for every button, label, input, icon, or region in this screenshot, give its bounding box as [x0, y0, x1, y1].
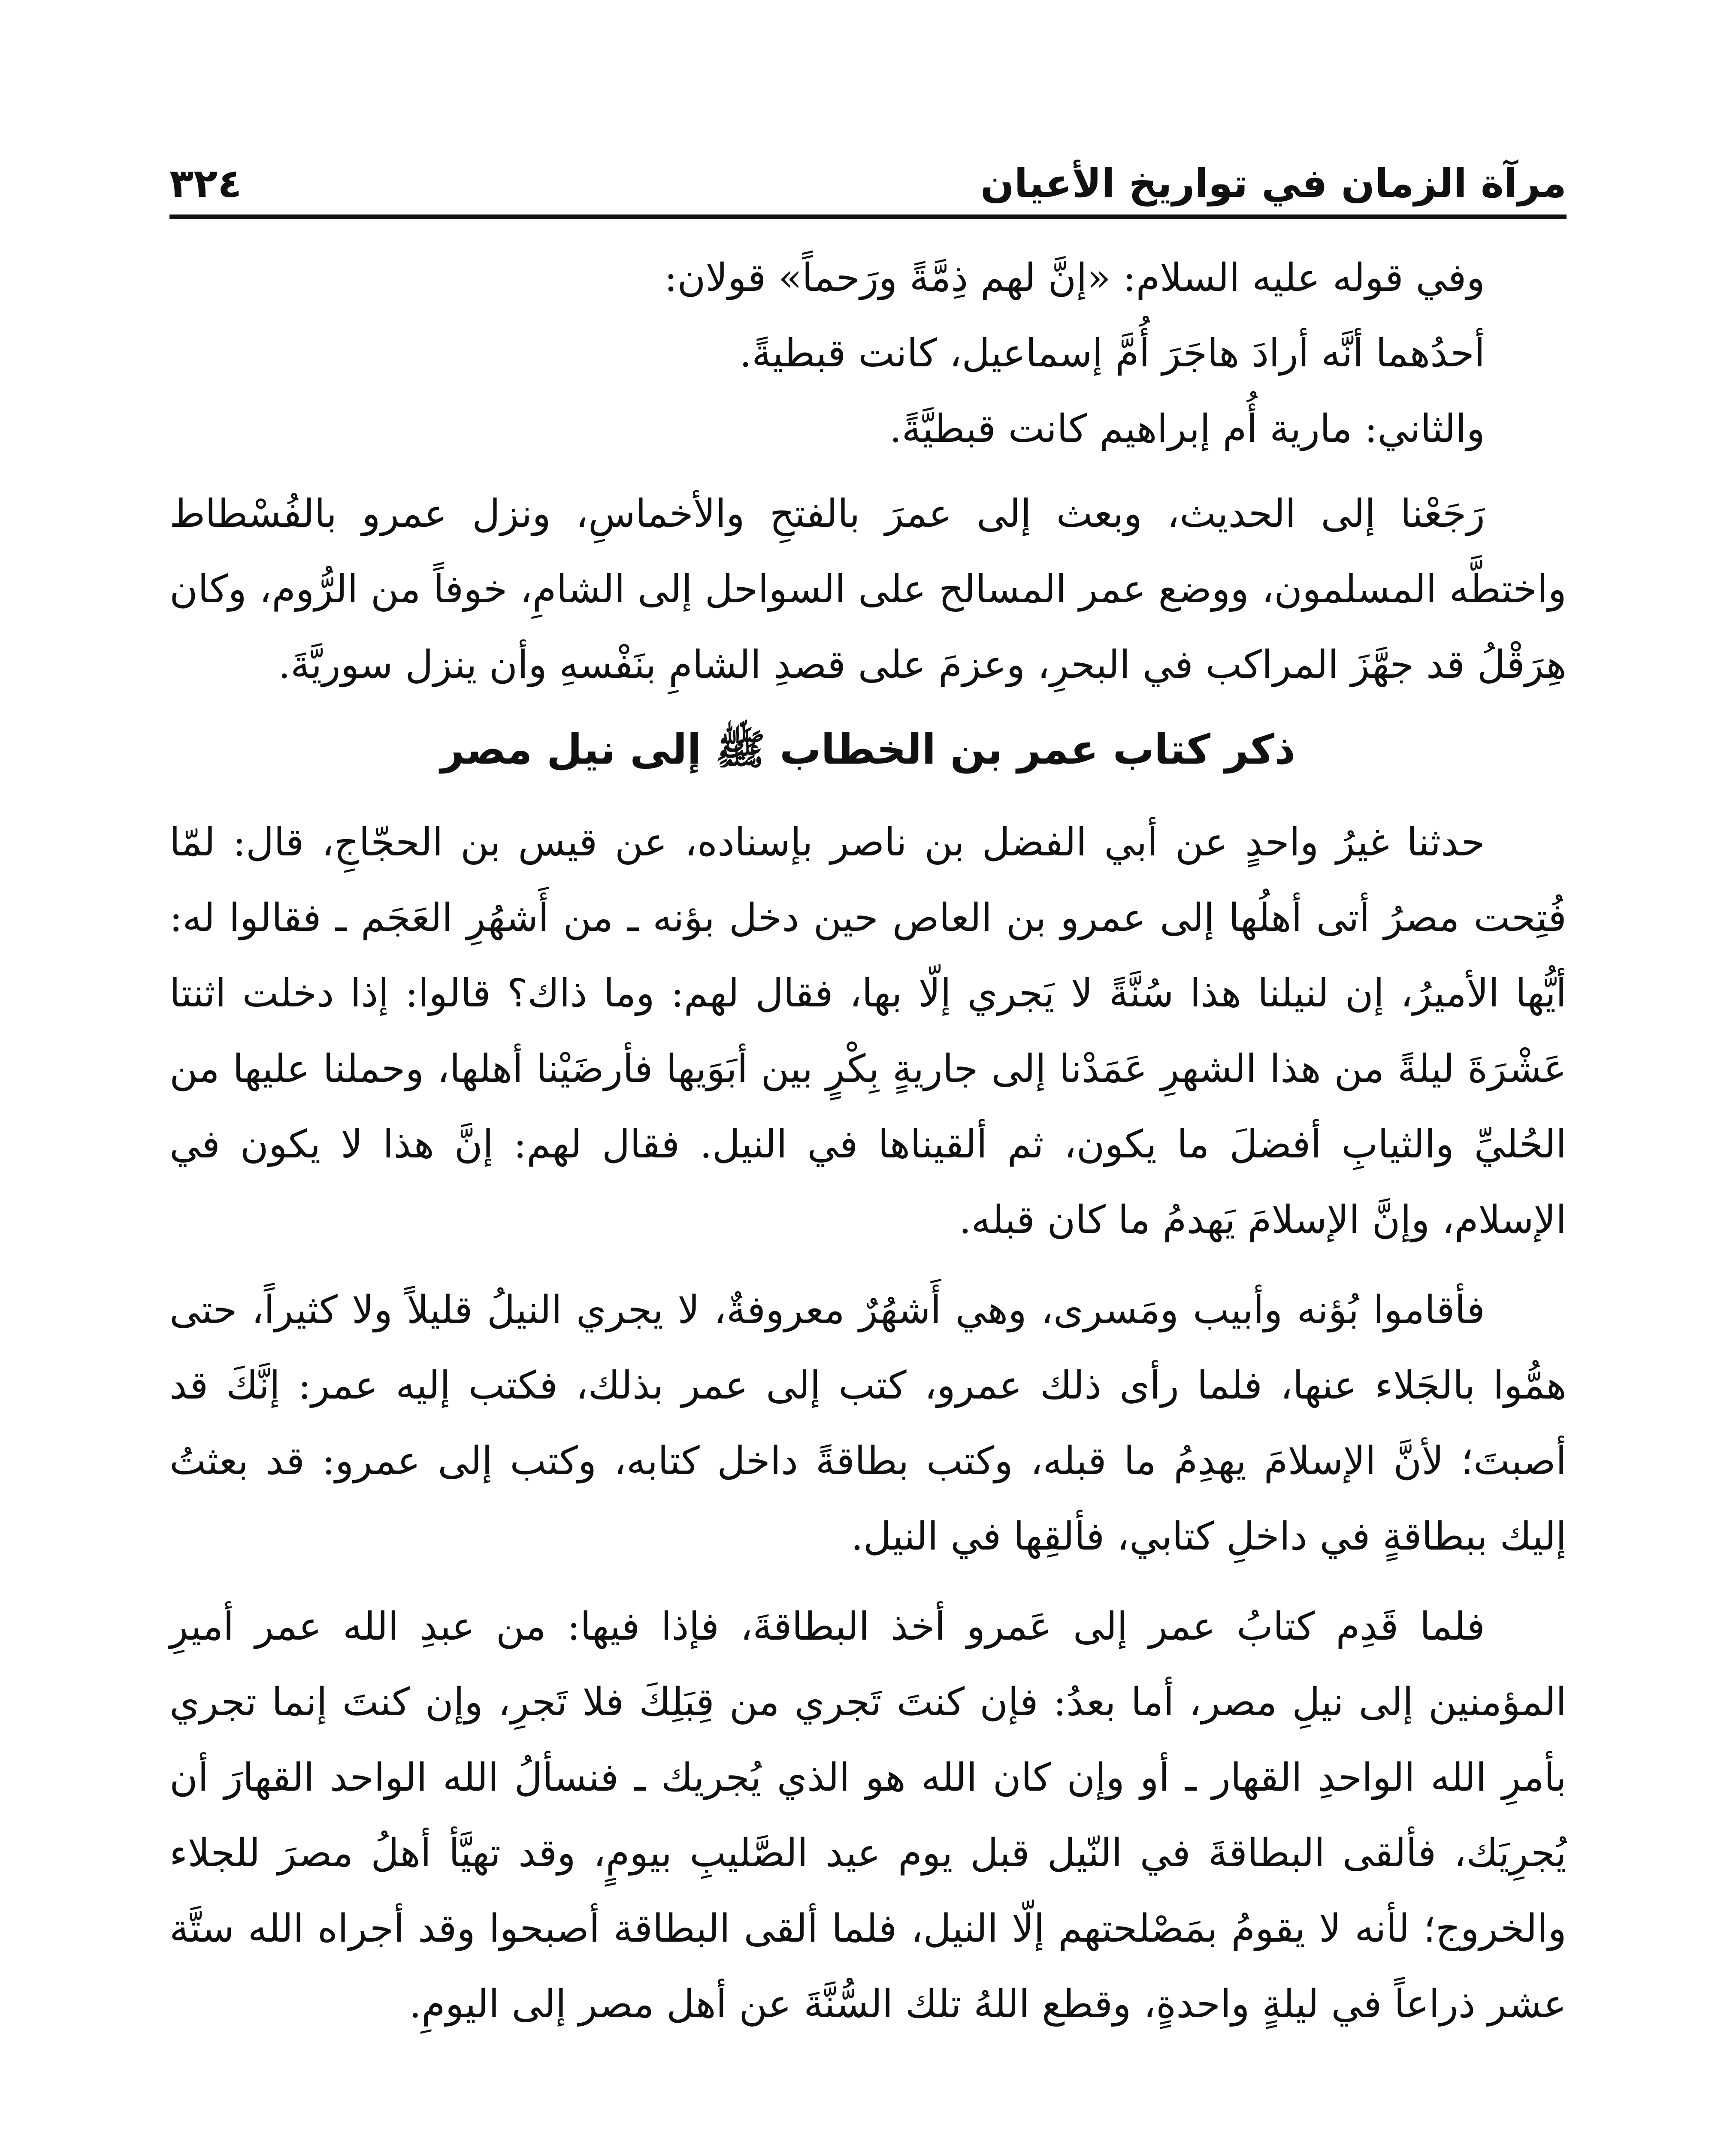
paragraph: فأقاموا بُؤنه وأبيب ومَسرى، وهي أَشهُرٌ معروفةٌ، لا يجري النيلُ قليلاً ولا كثيراً، حتى همُّوا بالجَلاء عنها، فلما رأى ذلك عمرو، كتب إلى عمر بذلك، فكتب إليه عمر: إنَّكَ قد أصبتَ؛ لأنَّ الإسلامَ يهدِمُ ما قبله، وكتب بطاقةً داخل كتابه، وكتب إلى عمرو: قد بعثتُ إليك ببطاقةٍ في داخلِ كتابي، فألقِها في النيل. [169, 1287, 1567, 1559]
paragraph: فلما قَدِم كتابُ عمر إلى عَمرو أخذ البطاقةَ، فإذا فيها: من عبدِ الله عمر أميرِ المؤمنين إلى نيلِ مصر، أما بعدُ: فإن كنتَ تَجري من قِبَلِكَ فلا تَجرِ، وإن كنتَ إنما تجري بأمرِ الله الواحدِ القهار ـ أو وإن كان الله هو الذي يُجريك ـ فنسألُ الله الواحد القهارَ أن يُجرِيَك، فألقى البطاقةَ في النّيل قبل يوم عيد الصَّليبِ بيومٍ، وقد تهيَّأ أهلُ مصرَ للجلاء والخروج؛ لأنه لا يقومُ بمَصْلحتهم إلّا النيل، فلما ألقى البطاقة أصبحوا وقد أجراه الله ستَّة عشر ذراعاً في ليلةٍ واحدةٍ، وقطع اللهُ تلك السُّنَّةَ عن أهل مصر إلى اليومِ. [169, 1604, 1567, 2027]
page-number: ٣٢٤ [169, 160, 242, 206]
book-title: مرآة الزمان في تواريخ الأعيان [980, 160, 1567, 206]
text-line: والثاني: مارية أُم إبراهيم كانت قبطيَّةً. [889, 406, 1485, 451]
text-line: أحدُهما أنَّه أرادَ هاجَرَ أُمَّ إسماعيل، كانت قبطيةً. [739, 331, 1485, 376]
page-body [169, 240, 1567, 2057]
text-line: وفي قوله عليه السلام: «إنَّ لهم ذِمَّةً ورَحماً» قولان: [664, 255, 1485, 300]
paragraph: حدثنا غيرُ واحدٍ عن أبي الفضل بن ناصر بإسناده، عن قيس بن الحجّاجِ، قال: لمّا فُتِحت مصرُ أتى أهلُها إلى عمرو بن العاص حين دخل بؤنه ـ من أَشهُرِ العَجَم ـ فقالوا له: أيُّها الأميرُ، إن لنيلنا هذا سُنَّةً لا يَجري إلّا بها، فقال لهم: وما ذاك؟ قالوا: إذا دخلت اثنتا عَشْرَةَ ليلةً من هذا الشهرِ عَمَدْنا إلى جاريةٍ بِكْرٍ بين أبَوَيها فأرضَيْنا أهلها، وحملنا عليها من الحُليِّ والثيابِ أفضلَ ما يكون، ثم ألقيناها في النيل. فقال لهم: إنَّ هذا لا يكون في الإسلام، وإنَّ الإسلامَ يَهدمُ ما كان قبله. [169, 820, 1567, 1242]
running-header [169, 146, 1567, 219]
quoted-hadith-block [169, 240, 1567, 467]
section-heading: ذكر كتاب عمر بن الخطاب ﷺ إلى نيل مصر [440, 725, 1296, 773]
paragraph: رَجَعْنا إلى الحديث، وبعث إلى عمرَ بالفتحِ والأخماسِ، ونزل عمرو بالفُسْطاط واختطَّه المسلمون، ووضع عمر المسالح على السواحل إلى الشامِ، خوفاً من الرُّوم، وكان هِرَقْلُ قد جهَّزَ المراكب في البحرِ، وعزمَ على قصدِ الشامِ بنَفْسهِ وأن ينزل سوريَّةَ. [169, 491, 1567, 687]
